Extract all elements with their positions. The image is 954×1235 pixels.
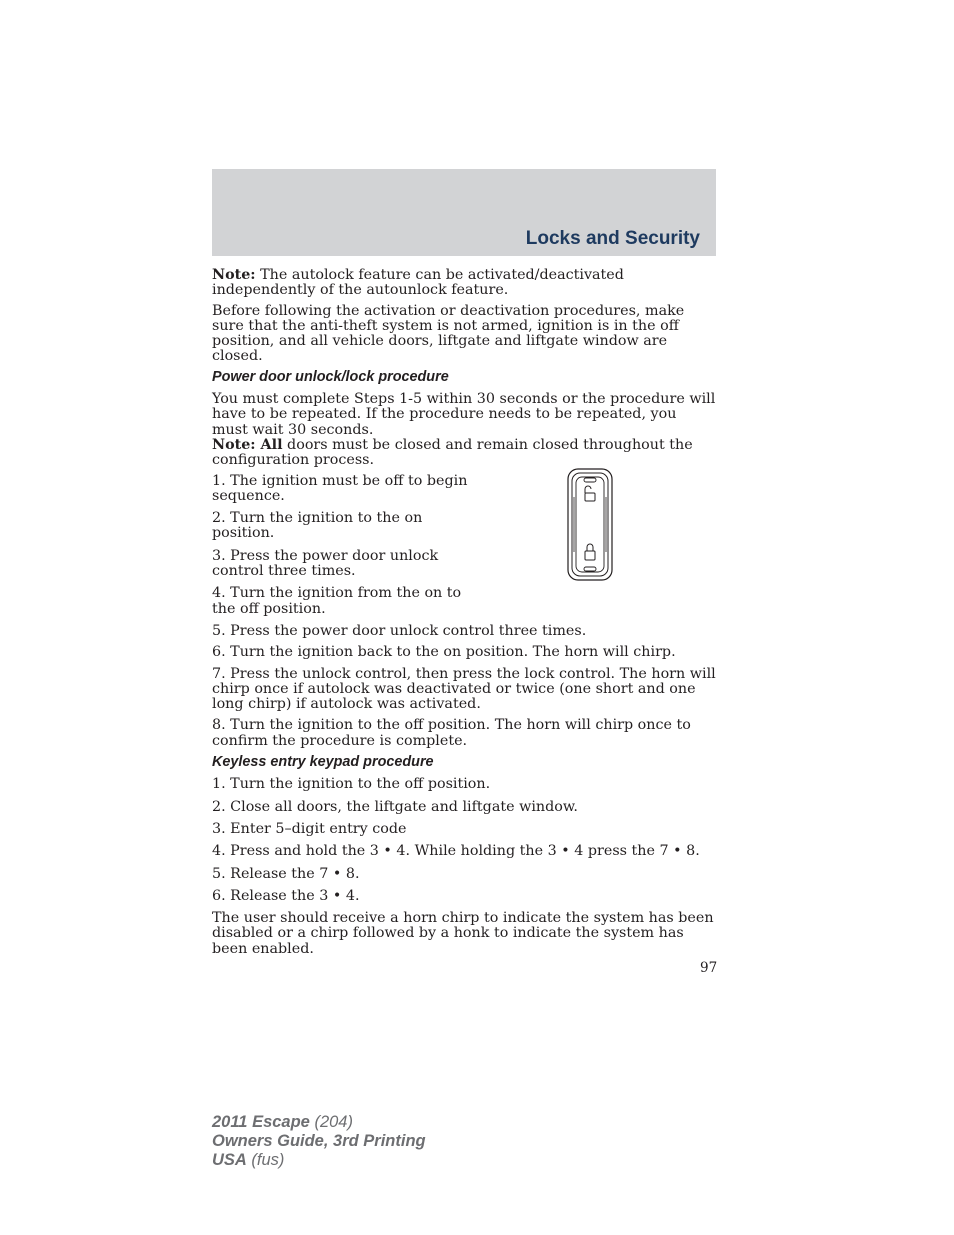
footer-guide: Owners Guide, 3rd Printing [212, 1132, 426, 1150]
section-title: Locks and Security [525, 228, 700, 249]
section-header-band [212, 169, 716, 256]
power-step-2: 2. Turn the ignition to the on position. [212, 510, 423, 542]
power-door-note [212, 438, 716, 469]
footer-line-3 [212, 1151, 426, 1170]
footer-market-code: (fus) [246, 1151, 285, 1169]
power-step-5: 5. Press the power door unlock control three times. [212, 622, 587, 639]
keyless-step-6: 6. Release the 3 • 4. [212, 887, 360, 904]
footer-line-1 [212, 1113, 426, 1132]
keyless-step-3: 3. Enter 5–digit entry code [212, 820, 407, 837]
power-step-7: 7. Press the unlock control, then press the lock control. The horn will chirp once if autolock was deactivated or twice (one short and one long chirp) if autolock was activated. [212, 665, 716, 713]
power-step-1: 1. The ignition must be off to begin sequence. [212, 472, 468, 504]
keyless-step-1: 1. Turn the ignition to the off position. [212, 776, 491, 793]
power-step-6: 6. Turn the ignition back to the on position. The horn will chirp. [212, 644, 676, 661]
lock-icon [585, 544, 595, 560]
footer-line-2 [212, 1132, 426, 1151]
power-door-intro: You must complete Steps 1-5 within 30 seconds or the procedure will have to be repeated. If the procedure needs to be repeated, you must wait 30 seconds. [212, 391, 716, 438]
keyless-step-5: 5. Release the 7 • 8. [212, 865, 360, 882]
footer-model-code: (204) [309, 1113, 353, 1131]
keyless-step-2: 2. Close all doors, the liftgate and liftgate window. [212, 798, 578, 815]
power-step-8: 8. Turn the ignition to the off position. The horn will chirp once to confirm the procedure is complete. [212, 717, 691, 749]
power-door-lock-switch-icon [565, 467, 615, 582]
note-all-text: doors must be closed and remain closed throughout the configuration process. [212, 436, 693, 469]
power-step-4: 4. Turn the ignition from the on to the off position. [212, 585, 462, 617]
power-step-3: 3. Press the power door unlock control three times. [212, 547, 439, 580]
footer-market: USA [212, 1151, 247, 1169]
power-door-heading: Power door unlock/lock procedure [212, 368, 449, 385]
page-number: 97 [700, 960, 718, 976]
keyless-closing-text: The user should receive a horn chirp to indicate the system has been disabled or a chirp followed by a honk to indicate the system has been enabled. [212, 910, 714, 957]
before-procedures-text: Before following the activation or deactivation procedures, make sure that the anti-theft system is not armed, ignition is in the off position, and all vehicle doors, liftgate and liftgate window are closed. [212, 302, 685, 365]
footer-model: 2011 Escape [212, 1113, 310, 1131]
footer-edition-info [212, 1113, 426, 1170]
keyless-step-4: 4. Press and hold the 3 • 4. While holding the 3 • 4 press the 7 • 8. [212, 843, 700, 860]
page-content [212, 268, 716, 962]
note-all-label: Note: All [212, 436, 283, 453]
note-label: Note: [212, 267, 256, 283]
keyless-heading: Keyless entry keypad procedure [212, 754, 434, 771]
unlock-icon [585, 486, 595, 501]
autolock-note [212, 268, 716, 299]
note-text: The autolock feature can be activated/deactivated independently of the autounlock feature. [212, 267, 624, 299]
